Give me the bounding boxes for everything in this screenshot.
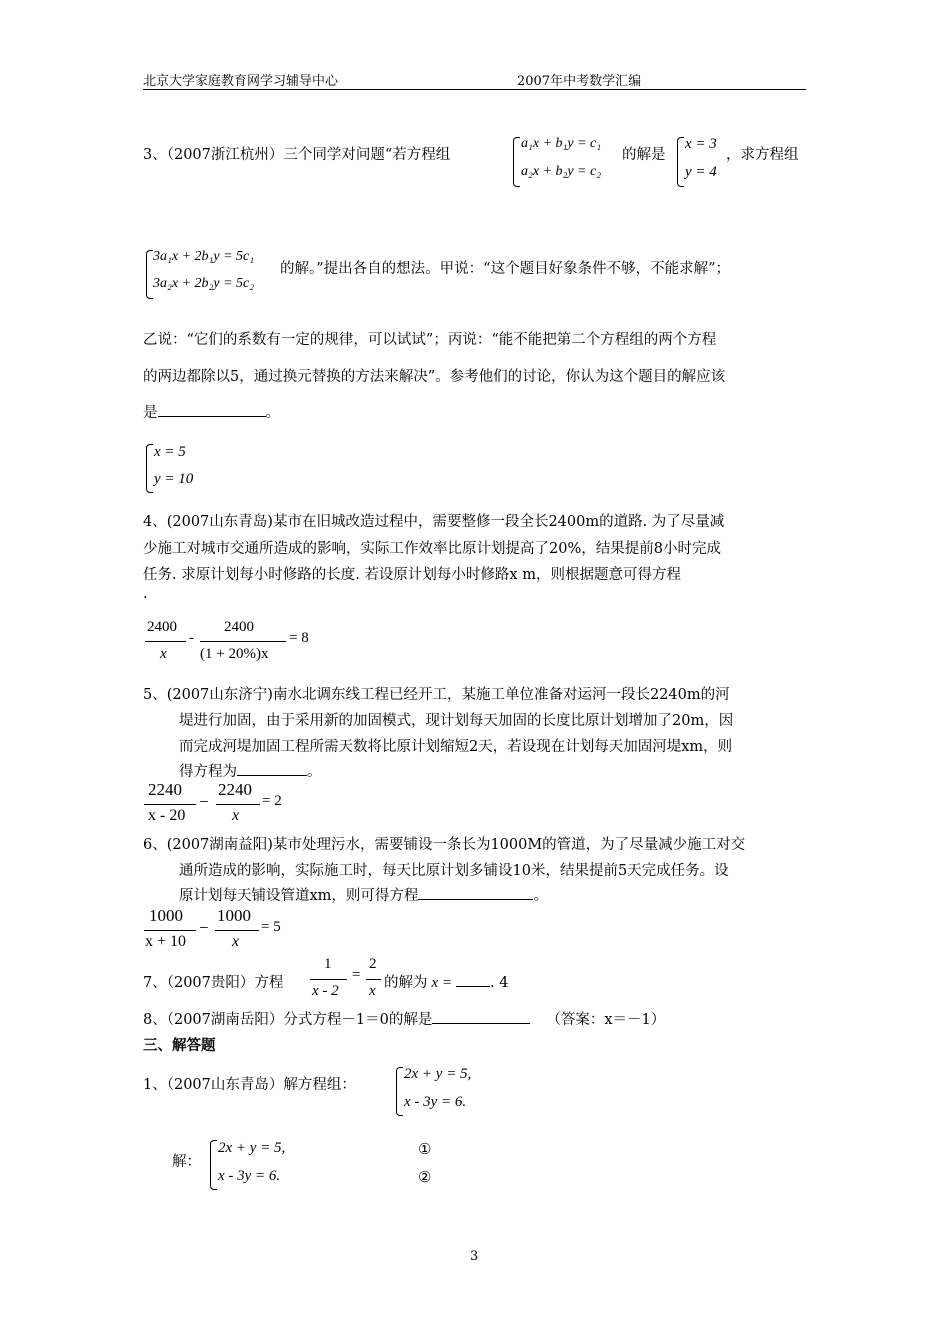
q3-sys1-row2: a₂x + b₂y = c₂ (521, 164, 602, 179)
q6-line1: 6、(2007湖南益阳)某市处理污水，需要铺设一条长为1000M的管道，为了尽量减少施工对交 (143, 837, 746, 853)
q4-frac1-bar (145, 641, 186, 642)
q6-frac1-bar (144, 930, 196, 931)
q7-frac1-bar (310, 979, 347, 980)
section3-title: 三、解答题 (143, 1037, 216, 1054)
q6-frac1-num: 1000 (149, 906, 183, 925)
q8-text: 8、（2007湖南岳阳）分式方程－1＝0的解是 (143, 1012, 433, 1028)
q5-frac2-num: 2240 (218, 780, 252, 799)
q3-sol-row2: y = 4 (685, 164, 717, 180)
s1-solution-row2: x - 3y = 6. (218, 1168, 281, 1184)
q3-sys2-brace (146, 250, 153, 299)
q3-answer-row2: y = 10 (154, 471, 194, 487)
q3-answer-row1: x = 5 (154, 444, 186, 460)
q6-minus: − (199, 918, 209, 937)
q5-line4-text: 得方程为 (179, 764, 237, 780)
q5-line1: 5、(2007山东济宁)南水北调东线工程已经开工，某施工单位准备对运河一段长2240m的河 (143, 687, 730, 703)
q5-minus: − (199, 792, 209, 811)
s1-mark2: ② (418, 1168, 432, 1186)
q6-frac1-den: x + 10 (145, 933, 187, 950)
q4-line3: 任务. 求原计划每小时修路的长度. 若设原计划每小时修路x m，则根据题意可得方程 (143, 567, 681, 583)
q3-line1-a: 3、（2007浙江杭州）三个同学对问题“若方程组 (143, 147, 451, 163)
q7-frac2-den: x (369, 983, 376, 999)
q4-line1: 4、(2007山东青岛)某市在旧城改造过程中，需要整修一段全长2400m的道路. 为了尽量减 (143, 514, 725, 530)
q7-frac2-bar (366, 979, 381, 980)
q6-frac2-den: x (232, 933, 240, 950)
q4-line4: . (143, 586, 148, 602)
q7-answer-blank[interactable] (456, 972, 490, 987)
q3-line1-b: 的解是 (622, 147, 666, 163)
q3-sys1-brace (513, 137, 520, 187)
q6-frac2-num: 1000 (217, 906, 251, 925)
header-right: 2007年中考数学汇编 (517, 74, 642, 89)
q3-sys2-row2: 3a₂x + 2b₂y = 5c₂ (153, 276, 255, 291)
q3-line2: 的解。”提出各自的想法。甲说：“这个题目好象条件不够，不能求解”； (280, 261, 730, 277)
s1-mark1: ① (418, 1140, 432, 1158)
q7-frac2-num: 2 (369, 956, 377, 972)
q4-frac1-num: 2400 (147, 619, 177, 635)
q5-frac1-bar (144, 804, 196, 805)
q5-frac2-den: x (232, 807, 240, 824)
q5-frac1-num: 2240 (148, 780, 182, 799)
s1-solution-brace (210, 1140, 217, 1190)
q7-mid: 的解为 (384, 975, 428, 991)
q7-suffix: . 4 (490, 975, 509, 991)
q7-frac1-den: x - 2 (312, 983, 339, 999)
s1-sys-row1: 2x + y = 5, (404, 1066, 472, 1082)
q4-frac2-bar (200, 641, 286, 642)
header-rule (143, 89, 806, 90)
s1-sys-brace (396, 1067, 403, 1116)
q3-sol-row1: x = 3 (685, 136, 717, 152)
q8-answer: （答案：x＝－1） (546, 1012, 666, 1028)
q7-prefix: 7、（2007贵阳）方程 (143, 975, 284, 991)
q6-line3 (179, 884, 548, 905)
q7-xeq: x = (431, 975, 453, 991)
q6-answer-blank[interactable] (418, 885, 533, 900)
q5-frac1-den: x - 20 (148, 807, 186, 824)
q3-sol-brace (677, 137, 684, 187)
q6-line3-text: 原计划每天铺设管道xm，则可得方程 (179, 888, 419, 904)
q8-line (143, 1008, 665, 1029)
q5-line3: 而完成河堤加固工程所需天数将比原计划缩短2天，若设现在计划每天加固河堤xm，则 (179, 739, 733, 755)
q4-line2: 少施工对城市交通所造成的影响，实际工作效率比原计划提高了20%，结果提前8小时完成 (143, 541, 721, 557)
q8-answer-blank[interactable] (432, 1009, 530, 1024)
q3-sys2-row1: 3a₁x + 2b₁y = 5c₁ (153, 249, 255, 264)
q3-answer-blank[interactable] (158, 402, 266, 417)
q4-rhs: = 8 (289, 630, 309, 646)
s1-sys-row2: x - 3y = 6. (404, 1094, 467, 1110)
q4-frac1-den: x (160, 646, 167, 662)
q5-line4-end: 。 (307, 764, 322, 780)
q3-sys1-row1: a₁x + b₁y = c₁ (521, 136, 602, 151)
q7-tail (384, 971, 508, 992)
q6-line2: 通所造成的影响，实际施工时，每天比原计划多铺设10米，结果提前5天完成任务。设 (179, 863, 729, 879)
q5-answer-blank[interactable] (237, 761, 307, 776)
q4-minus: - (189, 630, 194, 646)
s1-solution-label: 解： (172, 1154, 201, 1170)
q6-frac2-bar (215, 930, 259, 931)
header-left: 北京大学家庭教育网学习辅导中心 (143, 74, 339, 89)
q5-frac2-bar (216, 804, 260, 805)
q3-line5 (143, 401, 280, 422)
s1-prefix: 1、（2007山东青岛）解方程组： (143, 1077, 356, 1093)
q5-rhs: = 2 (262, 793, 282, 809)
q6-line3-end: 。 (533, 888, 548, 904)
q4-frac2-den: (1 + 20%)x (200, 646, 269, 662)
q3-line4: 的两边都除以5，通过换元替换的方法来解决”。参考他们的讨论，你认为这个题目的解应该 (143, 369, 726, 385)
q3-line3: 乙说：“它们的系数有一定的规律，可以试试”；丙说：“能不能把第二个方程组的两个方程 (143, 332, 717, 348)
q6-rhs: = 5 (261, 919, 281, 935)
q3-line5-end: 。 (265, 405, 280, 421)
q3-line5-text: 是 (143, 405, 158, 421)
q5-line4 (179, 760, 322, 781)
page-number: 3 (470, 1249, 479, 1264)
q4-frac2-num: 2400 (224, 619, 254, 635)
q3-line1-c: ，求方程组 (726, 147, 799, 163)
q7-frac1-num: 1 (324, 956, 332, 972)
q5-line2: 堤进行加固，由于采用新的加固模式，现计划每天加固的长度比原计划增加了20m，因 (179, 713, 734, 729)
s1-solution-row1: 2x + y = 5, (218, 1140, 286, 1156)
q3-answer-brace (146, 444, 153, 493)
q7-eq: = (352, 967, 361, 983)
